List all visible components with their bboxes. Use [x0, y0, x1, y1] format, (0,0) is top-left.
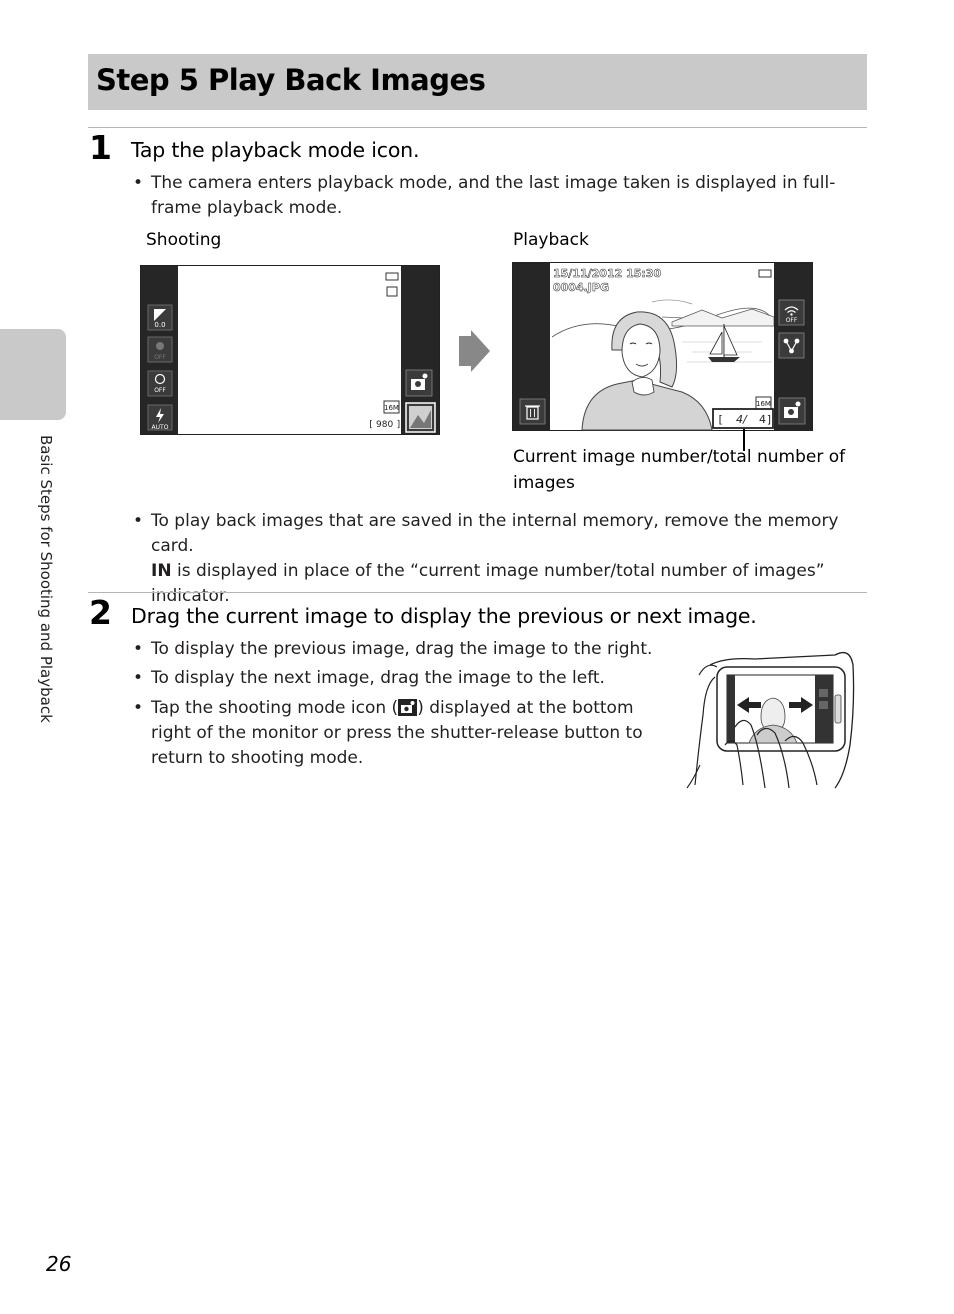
svg-text:[: [	[368, 420, 374, 430]
svg-text:OFF: OFF	[785, 317, 798, 324]
svg-text:16M: 16M	[756, 400, 771, 408]
shooting-mode-icon[interactable]	[779, 398, 805, 424]
shots-remaining: 980	[376, 420, 394, 430]
svg-text:16M: 16M	[384, 404, 399, 412]
wifi-off-icon[interactable]	[779, 300, 804, 325]
svg-text:[: [	[717, 413, 724, 426]
svg-text:OFF: OFF	[154, 387, 166, 394]
svg-text:]: ]	[396, 420, 402, 430]
step-1-number: 1	[89, 128, 112, 167]
svg-text:AUTO: AUTO	[151, 424, 169, 431]
flash-auto-icon[interactable]	[148, 405, 172, 431]
image-counter: 4/	[736, 413, 747, 426]
page-number: 26	[46, 1252, 72, 1276]
divider	[88, 127, 867, 128]
step-1-heading: Tap the playback mode icon.	[131, 138, 420, 162]
playback-screen	[512, 262, 813, 431]
delete-icon[interactable]	[520, 399, 545, 424]
svg-text:OFF: OFF	[154, 354, 166, 361]
callout-label-line-1: Current image number/total number of	[513, 447, 846, 467]
playback-label: Playback	[513, 230, 589, 250]
exposure-icon[interactable]	[148, 305, 172, 330]
svg-text:]: ]	[766, 413, 773, 426]
hands-drag-illustration	[685, 645, 865, 790]
callout-label-line-2: images	[513, 473, 575, 493]
battery-icon	[759, 270, 771, 277]
playback-mode-icon[interactable]	[406, 403, 435, 432]
svg-text:4: 4	[759, 413, 766, 426]
smile-timer-off-icon[interactable]	[148, 337, 172, 362]
shooting-mode-icon	[398, 699, 417, 716]
file-name: 0004.JPG	[553, 281, 609, 294]
page-title: Step 5 Play Back Images	[96, 63, 486, 97]
share-icon[interactable]	[779, 333, 804, 358]
divider	[88, 592, 867, 593]
title-bar	[88, 54, 867, 110]
shooting-label: Shooting	[146, 230, 222, 250]
arrow-icon	[459, 330, 491, 372]
step-2-heading: Drag the current image to display the previous or next image.	[131, 604, 757, 628]
shooting-screen	[140, 265, 440, 435]
shooting-mode-icon[interactable]	[406, 370, 432, 396]
chapter-tab-label: Basic Steps for Shooting and Playback	[37, 435, 55, 723]
step-2-number: 2	[89, 593, 112, 632]
self-timer-off-icon[interactable]	[148, 371, 172, 396]
svg-text:0.0: 0.0	[154, 321, 166, 329]
chapter-tab	[0, 329, 66, 420]
date-time: 15/11/2012 15:30	[553, 267, 662, 280]
